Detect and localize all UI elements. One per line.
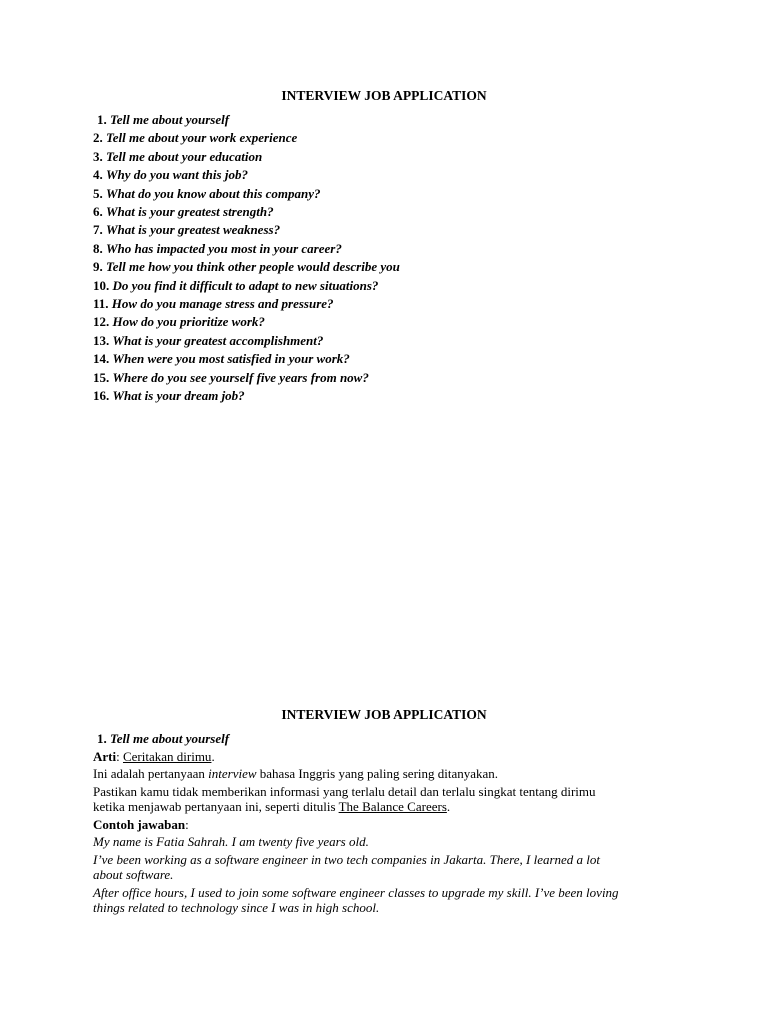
example-line: things related to technology since I was in high school. <box>93 900 380 915</box>
question-item: 16. What is your dream job? <box>93 388 245 404</box>
example-line: My name is Fatia Sahrah. I am twenty five years old. <box>93 834 369 849</box>
question-item: 15. Where do you see yourself five years from now? <box>93 369 369 385</box>
tip-line-2: ketika menjawab pertanyaan ini, seperti ditulis The Balance Careers. <box>93 799 451 814</box>
question-item: 5. What do you know about this company? <box>93 185 321 201</box>
question-item: 14. When were you most satisfied in your work? <box>93 351 350 367</box>
question-item: 13. What is your greatest accomplishment? <box>93 332 324 348</box>
question-item: 12. How do you prioritize work? <box>93 314 265 330</box>
arti-line: Arti: Ceritakan dirimu. <box>93 748 215 764</box>
question-item: 2. Tell me about your work experience <box>93 130 298 146</box>
example-line: I’ve been working as a software engineer in two tech companies in Jakarta. There, I learned a lot <box>93 851 601 867</box>
question-item: 1. Tell me about yourself <box>97 112 230 127</box>
question-item: 11. How do you manage stress and pressure? <box>93 296 334 312</box>
page-title-2: INTERVIEW JOB APPLICATION <box>281 707 487 722</box>
arti-link[interactable]: Ceritakan dirimu <box>122 748 212 764</box>
balance-careers-link[interactable]: The Balance Careers <box>338 799 447 814</box>
contoh-label: Contoh jawaban: <box>93 816 189 832</box>
question-item: 10. Do you find it difficult to adapt to new situations? <box>93 277 379 293</box>
question-item: 6. What is your greatest strength? <box>93 204 274 220</box>
description-line: Ini adalah pertanyaan interview bahasa Inggris yang paling sering ditanyakan. <box>93 766 499 781</box>
question-list <box>93 111 400 406</box>
answer-question: 1. Tell me about yourself <box>97 731 230 746</box>
question-item: 4. Why do you want this job? <box>93 167 248 183</box>
question-item: 9. Tell me how you think other people would describe you <box>93 259 400 275</box>
question-item: 3. Tell me about your education <box>93 148 263 164</box>
question-item: 7. What is your greatest weakness? <box>93 222 281 238</box>
example-line: about software. <box>93 867 174 882</box>
answer-section <box>93 731 683 916</box>
question-item: 8. Who has impacted you most in your career? <box>93 240 342 256</box>
example-line: After office hours, I used to join some software engineer classes to upgrade my skill. I’ve been loving <box>93 884 619 900</box>
page-title-1: INTERVIEW JOB APPLICATION <box>281 88 487 103</box>
tip-line-1: Pastikan kamu tidak memberikan informasi yang terlalu detail dan terlalu singkat tentang dirimu <box>93 783 596 799</box>
